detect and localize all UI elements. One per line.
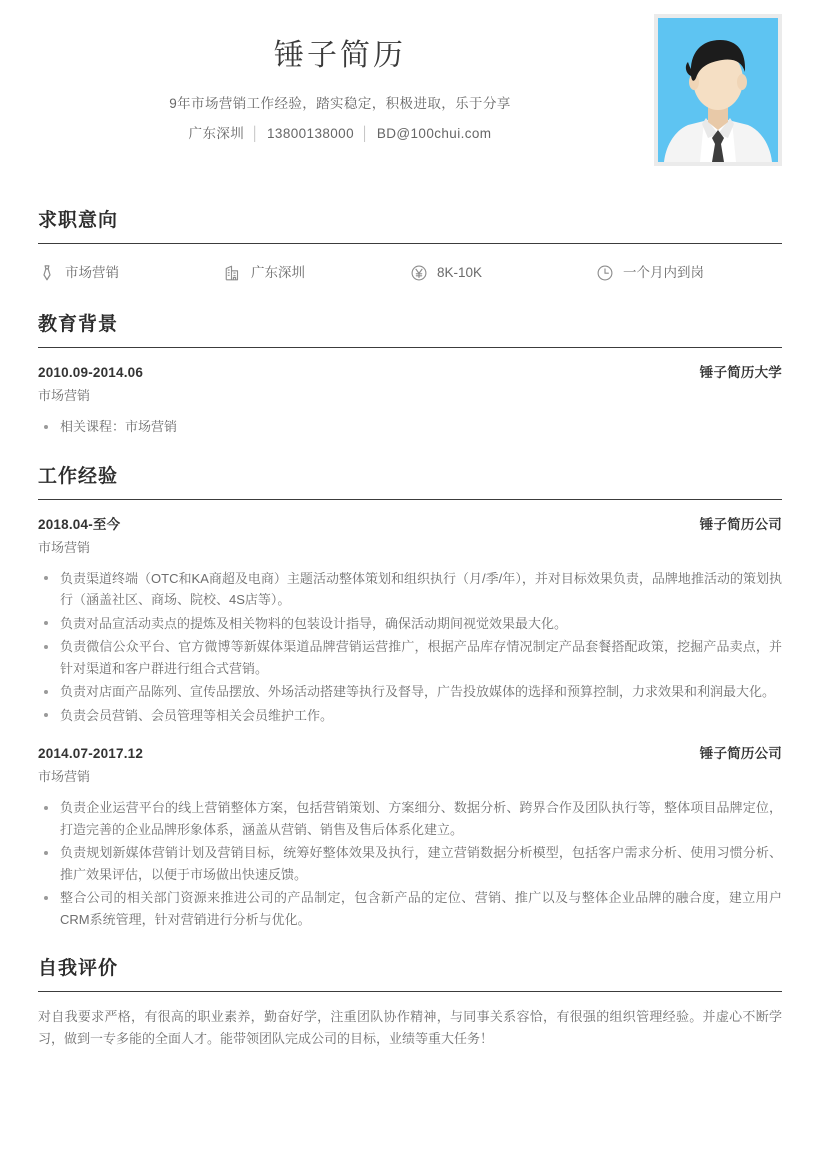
work-bullet-list xyxy=(38,568,782,727)
education-school: 锤子简历大学 xyxy=(699,365,782,380)
work-date: 2014.07-2017.12 xyxy=(38,746,144,761)
list-item: 整合公司的相关部门资源来推进公司的产品制定，包含新产品的定位、营销、推广以及与整体企业品牌的融合度，建立用户CRM系统管理，针对营销进行分析与优化。 xyxy=(38,887,782,930)
list-item: 负责渠道终端（OTC和KA商超及电商）主题活动整体策划和组织执行（月/季/年），并对目标效果负责，品牌地推活动的策划执行（涵盖社区、商场、院校、4S店等）。 xyxy=(38,568,782,611)
work-date: 2018.04-至今 xyxy=(38,516,121,532)
section-divider-education xyxy=(38,347,782,348)
self-evaluation-text: 对自我要求严格，有很高的职业素养，勤奋好学，注重团队协作精神，与同事关系容恰，有很强的组织管理经验。并虚心不断学习，做到一专多能的全面人才。能带领团队完成公司的目标，业绩等重大任务！ xyxy=(38,1009,782,1046)
education-major: 市场营销 xyxy=(38,388,91,403)
intention-availability-label: 一个月内到岗 xyxy=(623,265,704,280)
contact-email: BD@100chui.com xyxy=(376,126,492,141)
contact-location: 广东深圳 xyxy=(188,126,245,141)
section-divider-intention xyxy=(38,243,782,244)
resume-header xyxy=(38,0,782,182)
section-divider-self-evaluation xyxy=(38,991,782,992)
intention-position-label: 市场营销 xyxy=(65,265,119,280)
intention-item-location xyxy=(224,262,410,284)
education-entry xyxy=(38,362,782,438)
section-self-evaluation xyxy=(38,956,782,1050)
contact-separator-2: │ xyxy=(361,126,370,141)
intention-items-row xyxy=(38,258,782,286)
contact-phone: 13800138000 xyxy=(267,126,354,141)
section-intention xyxy=(38,208,782,286)
header-tagline: 9年市场营销工作经验，踏实稳定，积极进取，乐于分享 xyxy=(169,96,511,111)
work-entry-head xyxy=(38,743,782,765)
intention-item-availability xyxy=(596,262,782,284)
avatar-illustration xyxy=(658,18,778,162)
clock-icon xyxy=(596,264,614,282)
section-title-work: 工作经验 xyxy=(38,465,119,487)
list-item: 负责会员营销、会员管理等相关会员维护工作。 xyxy=(38,705,782,727)
work-entry-head xyxy=(38,514,782,536)
building-icon xyxy=(224,264,242,282)
intention-item-salary xyxy=(410,262,596,284)
list-item: 负责微信公众平台、官方微博等新媒体渠道品牌营销运营推广，根据产品库存情况制定产品套餐搭配政策，挖掘产品卖点，并针对渠道和客户群进行组合式营销。 xyxy=(38,636,782,679)
intention-salary-label: 8K-10K xyxy=(437,265,483,280)
work-bullet-list xyxy=(38,797,782,930)
work-position: 市场营销 xyxy=(38,539,91,555)
intention-item-position xyxy=(38,262,224,284)
page-title: 锤子简历 xyxy=(274,39,406,72)
list-item: 相关课程：市场营销 xyxy=(38,416,782,438)
work-position: 市场营销 xyxy=(38,769,91,784)
section-title-self-evaluation: 自我评价 xyxy=(38,958,119,979)
section-title-education: 教育背景 xyxy=(38,314,119,335)
list-item: 负责对品宣活动卖点的提炼及相关物料的包装设计指导，确保活动期间视觉效果最大化。 xyxy=(38,613,782,635)
section-education xyxy=(38,312,782,438)
work-entry xyxy=(38,514,782,727)
list-item: 负责对店面产品陈列、宣传品摆放、外场活动搭建等执行及督导，广告投放媒体的选择和预算控制，力求效果和利润最大化。 xyxy=(38,681,782,703)
tie-icon xyxy=(38,264,56,282)
work-company: 锤子简历公司 xyxy=(699,746,782,761)
section-title-intention: 求职意向 xyxy=(38,210,119,231)
section-divider-work xyxy=(38,499,782,500)
education-bullet-list xyxy=(38,416,782,438)
list-item: 负责规划新媒体营销计划及营销目标，统筹好整体效果及执行，建立营销数据分析模型，包括客户需求分析、使用习惯分析、推广效果评估，以便于市场做出快速反馈。 xyxy=(38,842,782,885)
yen-icon xyxy=(410,264,428,282)
avatar xyxy=(654,14,782,166)
section-work xyxy=(38,464,782,931)
list-item: 负责企业运营平台的线上营销整体方案，包括营销策划、方案细分、数据分析、跨界合作及团队执行等，整体项目品牌定位，打造完善的企业品牌形象体系，涵盖从营销、销售及售后体系化建立。 xyxy=(38,797,782,840)
work-company: 锤子简历公司 xyxy=(699,516,782,532)
work-entry xyxy=(38,743,782,930)
education-entry-head xyxy=(38,362,782,384)
contact-separator-1: │ xyxy=(251,126,260,141)
header-contact-line xyxy=(38,122,642,146)
intention-location-label: 广东深圳 xyxy=(251,265,305,280)
education-date: 2010.09-2014.06 xyxy=(38,365,144,380)
